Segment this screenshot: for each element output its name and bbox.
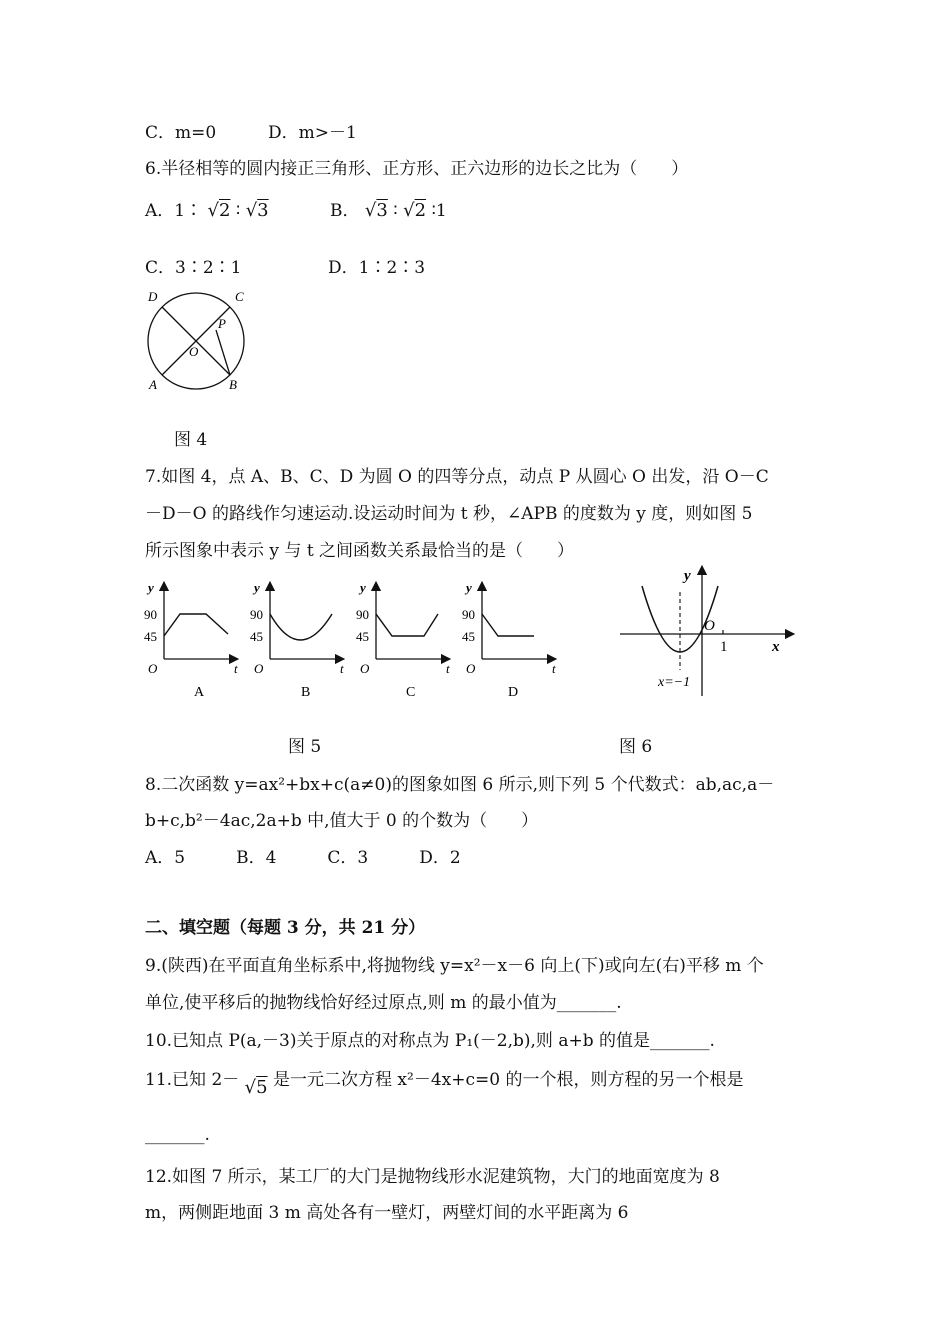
svg-text:90: 90 xyxy=(356,607,369,622)
graph-a xyxy=(144,580,238,700)
svg-text:45: 45 xyxy=(250,629,263,644)
q6-option-a-prefix: A．1∶ xyxy=(145,201,203,221)
svg-text:y: y xyxy=(360,580,366,595)
q7-line-1: 7.如图 4，点 A、B、C、D 为圆 O 的四等分点，动点 P 从圆心 O 出发，沿 O－C xyxy=(145,467,769,487)
svg-text:O: O xyxy=(148,661,158,676)
q10-line-1: 10.已知点 P(a,－3)关于原点的对称点为 P₁(－2,b),则 a+b 的值是_______. xyxy=(145,1031,715,1051)
svg-text:y: y xyxy=(466,580,472,595)
figure-6-caption: 图 6 xyxy=(619,737,653,757)
svg-text:45: 45 xyxy=(462,629,475,644)
svg-text:y: y xyxy=(148,580,154,595)
q11-suffix: 是一元二次方程 x²－4x+c=0 的一个根，则方程的另一个根是 xyxy=(273,1070,744,1090)
graph-b xyxy=(250,580,344,700)
q8-options: A．5 B．4 C．3 D．2 xyxy=(145,848,461,868)
label-p: P xyxy=(218,316,226,331)
q6-option-b-colon: ∶ xyxy=(393,201,398,221)
q6-option-d: D．1∶2∶3 xyxy=(328,258,426,278)
q11-prefix: 11.已知 2－ xyxy=(145,1070,240,1090)
q12-line-1: 12.如图 7 所示，某工厂的大门是抛物线形水泥建筑物，大门的地面宽度为 8 xyxy=(145,1167,720,1187)
q6-option-b-tail: ∶1 xyxy=(431,201,447,221)
svg-text:45: 45 xyxy=(144,629,157,644)
q6-option-a-root3: 3 xyxy=(257,200,269,221)
svg-text:90: 90 xyxy=(144,607,157,622)
svg-text:t: t xyxy=(446,661,450,676)
svg-text:t: t xyxy=(340,661,344,676)
q7-line-3: 所示图象中表示 y 与 t 之间函数关系最恰当的是（ ） xyxy=(145,541,575,561)
svg-text:O: O xyxy=(466,661,476,676)
q6-option-b-prefix: B． xyxy=(330,201,360,221)
svg-text:t: t xyxy=(552,661,556,676)
fig6-axis-eq: x=−1 xyxy=(658,675,691,690)
graph-c-curve xyxy=(376,614,438,636)
graph-c xyxy=(356,580,450,700)
svg-text:A: A xyxy=(194,685,205,700)
svg-text:90: 90 xyxy=(462,607,475,622)
svg-text:y: y xyxy=(254,580,260,595)
q12-line-2: m，两侧距地面 3 m 高处各有一壁灯，两壁灯间的水平距离为 6 xyxy=(145,1203,629,1223)
q6-option-b-root2: 2 xyxy=(414,200,427,221)
figure-6-parabola xyxy=(612,562,812,702)
q9-line-1: 9.(陕西)在平面直角坐标系中,将抛物线 y=x²－x－6 向上(下)或向左(右)平移 m 个 xyxy=(145,956,764,976)
section-2-title: 二、填空题（每题 3 分，共 21 分） xyxy=(145,918,426,938)
label-a: A xyxy=(149,377,157,392)
svg-text:C: C xyxy=(406,685,416,700)
fig6-y-label: y xyxy=(684,568,691,584)
q11-line-1: 11.已知 2－ √5 是一元二次方程 x²－4x+c=0 的一个根，则方程的另一个根是 xyxy=(145,1070,744,1098)
graph-b-curve xyxy=(270,614,332,640)
q8-line-2: b+c,b²－4ac,2a+b 中,值大于 0 的个数为（ ） xyxy=(145,811,539,831)
q6-option-a: A．1∶ √2 ∶ √3 xyxy=(145,200,269,221)
graph-d-curve xyxy=(482,614,534,636)
svg-text:t: t xyxy=(234,661,238,676)
q6-option-a-root2: 2 xyxy=(218,200,231,221)
svg-text:B: B xyxy=(301,685,311,700)
svg-text:90: 90 xyxy=(250,607,263,622)
q9-line-2: 单位,使平移后的抛物线恰好经过原点,则 m 的最小值为_______. xyxy=(145,993,622,1013)
figure-5-caption: 图 5 xyxy=(288,737,322,757)
graph-a-curve xyxy=(164,614,228,636)
label-d: D xyxy=(148,289,158,304)
q11-radicand: 5 xyxy=(256,1077,268,1098)
q6-option-b: B． √3 ∶ √2 ∶1 xyxy=(330,200,447,221)
svg-text:O: O xyxy=(254,661,264,676)
graph-d xyxy=(462,580,556,700)
q6-option-a-colon: ∶ xyxy=(235,201,241,221)
fig6-origin-label: O xyxy=(704,618,715,634)
fig6-one-label: 1 xyxy=(720,639,728,655)
figure-4-circle-diagram xyxy=(138,285,258,397)
label-b: B xyxy=(229,377,237,392)
q7-line-2: －D－O 的路线作匀速运动.设运动时间为 t 秒，∠APB 的度数为 y 度，则如图 5 xyxy=(145,504,753,524)
svg-text:D: D xyxy=(508,685,519,700)
svg-text:O: O xyxy=(360,661,370,676)
q5-option-c: C．m=0 xyxy=(145,123,217,143)
q6-option-c: C．3∶2∶1 xyxy=(145,258,242,278)
figure-4-caption: 图 4 xyxy=(174,430,208,450)
svg-text:45: 45 xyxy=(356,629,369,644)
label-c: C xyxy=(235,289,244,304)
label-o: O xyxy=(189,344,199,359)
q6-text: 6.半径相等的圆内接正三角形、正方形、正六边形的边长之比为（ ） xyxy=(145,159,689,179)
q11-line-2: _______. xyxy=(145,1125,210,1145)
figure-5-graphs xyxy=(140,578,580,703)
q5-option-d: D．m>－1 xyxy=(268,123,357,143)
q6-option-b-root3: 3 xyxy=(376,200,388,221)
fig6-x-label: x xyxy=(772,639,780,655)
q8-line-1: 8.二次函数 y=ax²+bx+c(a≠0)的图象如图 6 所示,则下列 5 个代数式：ab,ac,a－ xyxy=(145,775,775,795)
